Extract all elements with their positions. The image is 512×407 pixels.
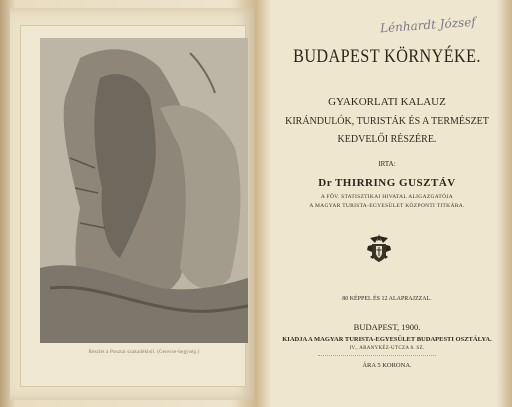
publisher: KIADJA A MAGYAR TURISTA-EGYESÜLET BUDAPESTI OSZTÁLYA. — [282, 336, 492, 343]
author-role-1: A FŐV. STATISZTIKAI HIVATAL ALIGAZGATÓJA — [320, 194, 454, 200]
footer-divider — [318, 355, 436, 356]
author-name: Dr THIRRING GUSZTÁV — [318, 177, 456, 189]
subtitle-line-2: KIRÁNDULÓK, TURISTÁK ÉS A TERMÉSZET — [285, 116, 489, 127]
society-emblem-icon — [364, 232, 394, 264]
illustrations-note: 80 KÉPPEL ÉS 12 ALAPRAJZZAL. — [342, 296, 432, 302]
place-year: BUDAPEST, 1900. — [353, 322, 421, 332]
frontispiece-illustration — [40, 38, 248, 343]
irta-label: IRTA: — [378, 160, 396, 168]
price: ÁRA 5 KORONA. — [362, 362, 412, 369]
book-title: BUDAPEST KÖRNYÉKE. — [293, 46, 481, 67]
publisher-address: IV., ARANYKÉZ-UTCZA 8. SZ. — [349, 346, 425, 351]
subtitle-line-1: GYAKORLATI KALAUZ — [328, 96, 446, 108]
subtitle-line-3: KEDVELŐI RÉSZÉRE. — [337, 134, 437, 145]
author-role-2: A MAGYAR TURISTA-EGYESÜLET KÖZPONTI TITKÁRA. — [309, 203, 465, 209]
illustration-caption: Részlet a Pusztai szakadékból. (Gerecse-hegység.) — [88, 350, 200, 355]
handwritten-signature: Lénhardt József — [379, 14, 477, 36]
